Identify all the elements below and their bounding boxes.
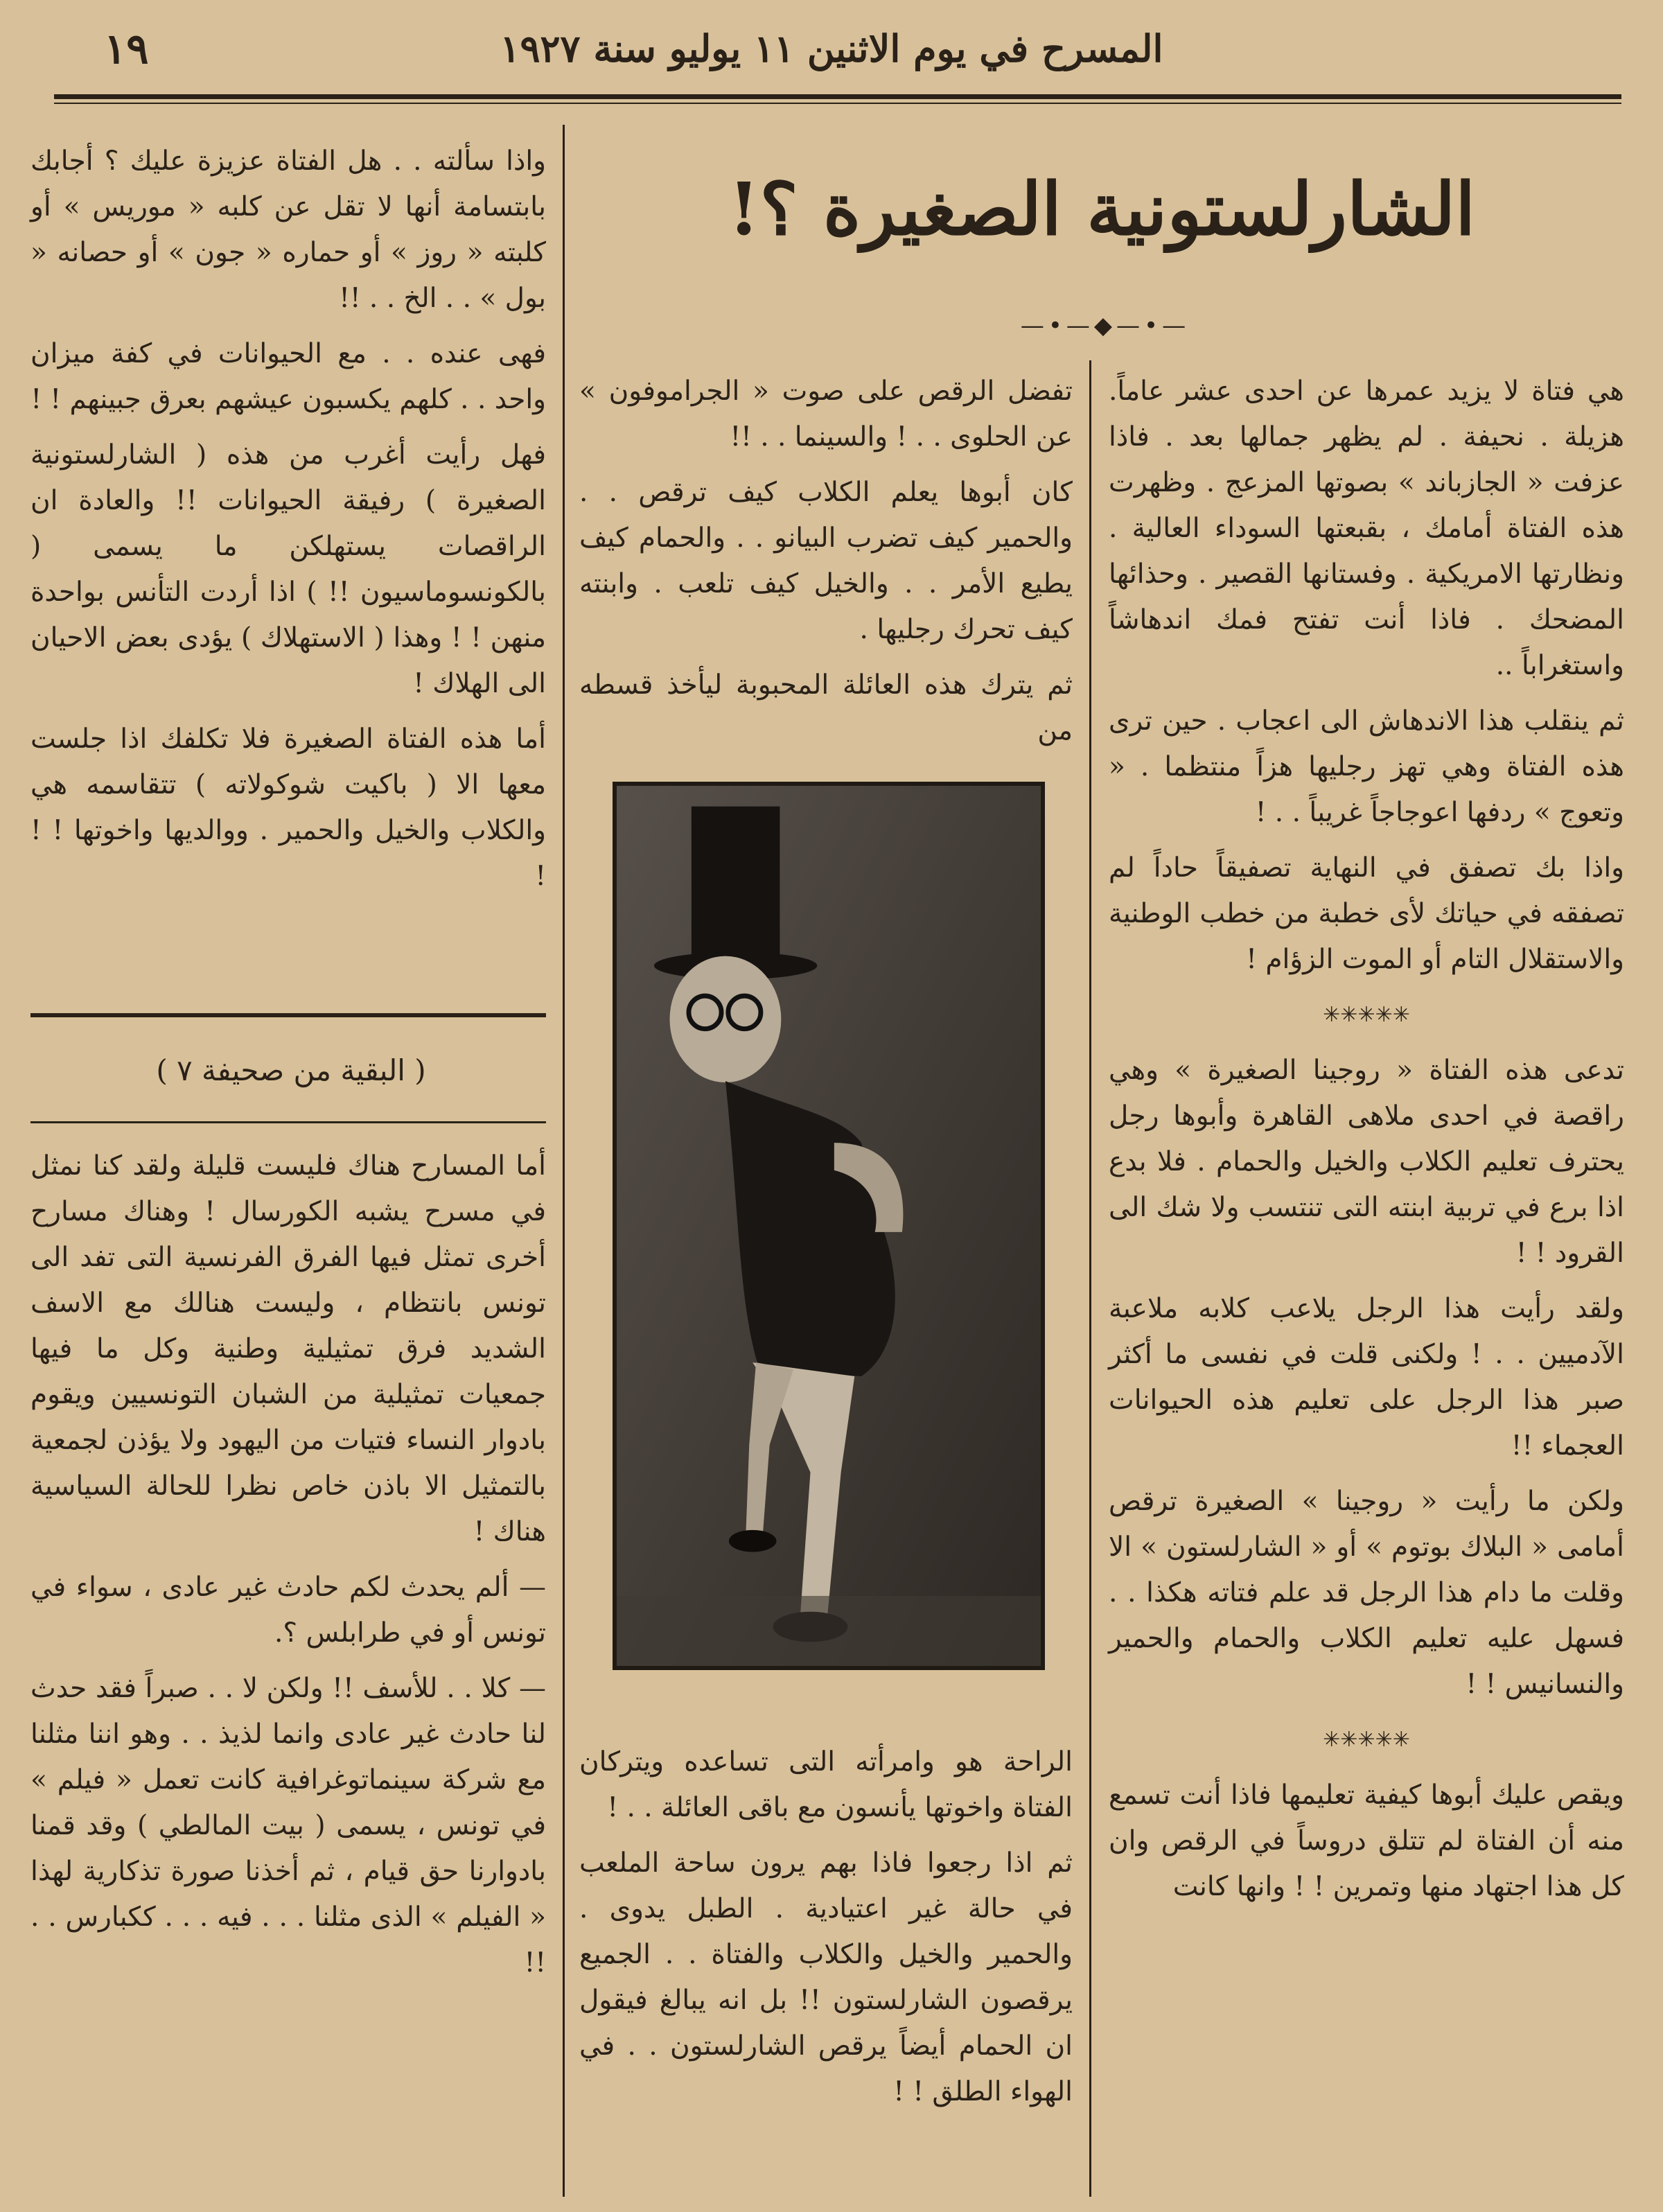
paragraph: فهى عنده . . مع الحيوانات في كفة ميزان واحد . . كلهم يكسبون عيشهم بعرق جبينهم ! ! — [30, 338, 546, 415]
paragraph: تفضل الرقص على صوت « الجراموفون » عن الحلوى . . ! والسينما . . !! — [579, 376, 1073, 453]
article-right-column — [1109, 369, 1624, 1920]
continuation-label: ( البقية من صحيفة ٧ ) — [156, 1053, 426, 1087]
section-rule-top — [30, 1013, 546, 1017]
column-rule-middle — [1089, 360, 1091, 2197]
paragraph: ولكن ما رأيت « روجينا » الصغيرة ترقص أمامى « البلاك بوتوم » أو « الشارلستون » الا وقلت ما دام هذا الرجل قد علم فتاته هكذا . . فسهل عليه تعليم الكلاب والحمام والحمير والنسانيس ! ! — [1109, 1486, 1624, 1700]
paragraph: — ألم يحدث لكم حادث غير عادى ، سواء في تونس أو في طرابلس ؟. — [30, 1572, 546, 1649]
paragraph: واذا بك تصفق في النهاية تصفيقاً حاداً لم تصفقه في حياتك لأى خطبة من خطب الوطنية والاستقلال التام أو الموت الزؤام ! — [1109, 852, 1624, 975]
paragraph: أما المسارح هناك فليست قليلة ولقد كنا نمثل في مسرح يشبه الكورسال ! وهناك مسارح أخرى تمثل فيها الفرق الفرنسية التى تفد الى تونس بانتظام ، وليست هنالك مع الاسف الشديد فرق تمثيلية وطنية وكل ما فيها جمعيات تمثيلية من الشبان التونسيين ويقوم بادوار النساء فتيات من اليهود ولا يؤذن لجمعية بالتمثيل الا باذن خاص نظرا للحالة السياسية هناك ! — [30, 1150, 546, 1547]
running-header: المسرح في يوم الاثنين ١١ يوليو سنة ١٩٢٧ — [500, 26, 1163, 71]
paragraph: الراحة هو وامرأته التى تساعده ويتركان الفتاة واخوتها يأنسون مع باقى العائلة . . ! — [579, 1746, 1073, 1823]
paragraph: ثم اذا رجعوا فاذا بهم يرون ساحة الملعب في حالة غير اعتيادية . الطبل يدوى . والحمير والخيل والكلاب والفتاة . . الجميع يرقصون الشارلستون !! بل انه يبالغ فيقول ان الحمام أيضاً يرقص الشارلستون . . في الهواء الطلق ! ! — [579, 1847, 1073, 2107]
article-left-column — [30, 139, 546, 909]
paragraph: هي فتاة لا يزيد عمرها عن احدى عشر عاماً. هزيلة . نحيفة . لم يظهر جمالها بعد . فاذا عزفت « الجازباند » بصوتها المزعج . وظهرت هذه الفتاة أمامك ، بقبعتها السوداء العالية . ونظارتها الامريكية . وفستانها القصير . وحذائها المضحك . فاذا أنت تفتح فمك اندهاشاً واستغراباً .. — [1109, 376, 1624, 681]
paragraph: فهل رأيت أغرب من هذه ( الشارلستونية الصغيرة ) رفيقة الحيوانات !! والعادة ان الراقصات يستهلكن ما يسمى ( بالكونسوماسيون !! ) اذا أردت التأنس بواحدة منهن ! ! وهذا ( الاستهلاك ) يؤدى بعض الاحيان الى الهلاك ! — [30, 439, 546, 699]
article-middle-column-bottom — [579, 1739, 1073, 2125]
stars-ornament: ✳✳✳✳✳ — [1323, 1003, 1410, 1027]
paragraph: ثم ينقلب هذا الاندهاش الى اعجاب . حين ترى هذه الفتاة وهي تهز رجليها هزاً منتظما . « وتعوج » ردفها اعوجاجاً غريباً . . ! — [1109, 705, 1624, 828]
header-rule-thin — [54, 103, 1621, 104]
paragraph: واذا سألته . . هل الفتاة عزيزة عليك ؟ أجابك بابتسامة أنها لا تقل عن كلبه « موريس » أو كلبته « روز » أو حماره « جون » أو حصانه « بول » . . الخ . . !! — [30, 146, 546, 314]
continuation-column — [30, 1143, 546, 1996]
headline-ornament: —•—◆—•— — [1020, 312, 1190, 340]
header-rule — [54, 94, 1621, 99]
paragraph: كان أبوها يعلم الكلاب كيف ترقص . . والحمير كيف تضرب البيانو . . والحمام كيف يطيع الأمر . . والخيل كيف تلعب . وابنته كيف تحرك رجليها . — [579, 477, 1073, 645]
article-headline: الشارلستونية الصغيرة ؟! — [728, 166, 1476, 252]
paragraph: ثم يترك هذه العائلة المحبوبة ليأخذ قسطه من — [579, 669, 1073, 746]
paragraph: أما هذه الفتاة الصغيرة فلا تكلفك اذا جلست معها الا ( باكيت شوكولاته ) تتقاسمه هي والكلاب والخيل والحمير . ووالديها واخوتها ! ! ! — [30, 723, 546, 892]
paragraph: تدعى هذه الفتاة « روجينا الصغيرة » وهي راقصة في احدى ملاهى القاهرة وأبوها رجل يحترف تعليم الكلاب والخيل والحمام . فلا بدع اذا برع في تربية ابنته التى تنتسب ولا شك الى القرود ! ! — [1109, 1055, 1624, 1269]
stars-ornament: ✳✳✳✳✳ — [1323, 1728, 1410, 1752]
paragraph: ويقص عليك أبوها كيفية تعليمها فاذا أنت تسمع منه أن الفتاة لم تتلق دروساً في الرقص وان كل هذا اجتهاد منها وتمرين ! ! وانها كانت — [1109, 1780, 1624, 1902]
paragraph: ولقد رأيت هذا الرجل يلاعب كلابه ملاعبة الآدميين . . ! ولكنى قلت في نفسى ما أكثر صبر هذا الرجل على تعليم هذه الحيوانات العجماء !! — [1109, 1293, 1624, 1462]
dancer-photo — [613, 782, 1045, 1670]
page-number: ١٩ — [104, 25, 149, 73]
paragraph: — كلا . . للأسف !! ولكن لا . . صبراً فقد حدث لنا حادث غير عادى وانما لذيذ . . وهو اننا مثلنا مع شركة سينماتوغرافية كانت تعمل « فيلم » في تونس ، يسمى ( بيت المالطي ) وقد قمنا بادوارنا حق قيام ، ثم أخذنا صورة تذكارية لهذا « الفيلم » الذى مثلنا . . . فيه . . . ككبارس . . !! — [30, 1673, 546, 1978]
section-rule-bottom — [30, 1121, 546, 1123]
article-middle-column-top — [579, 369, 1073, 764]
column-rule-left — [563, 125, 565, 2197]
